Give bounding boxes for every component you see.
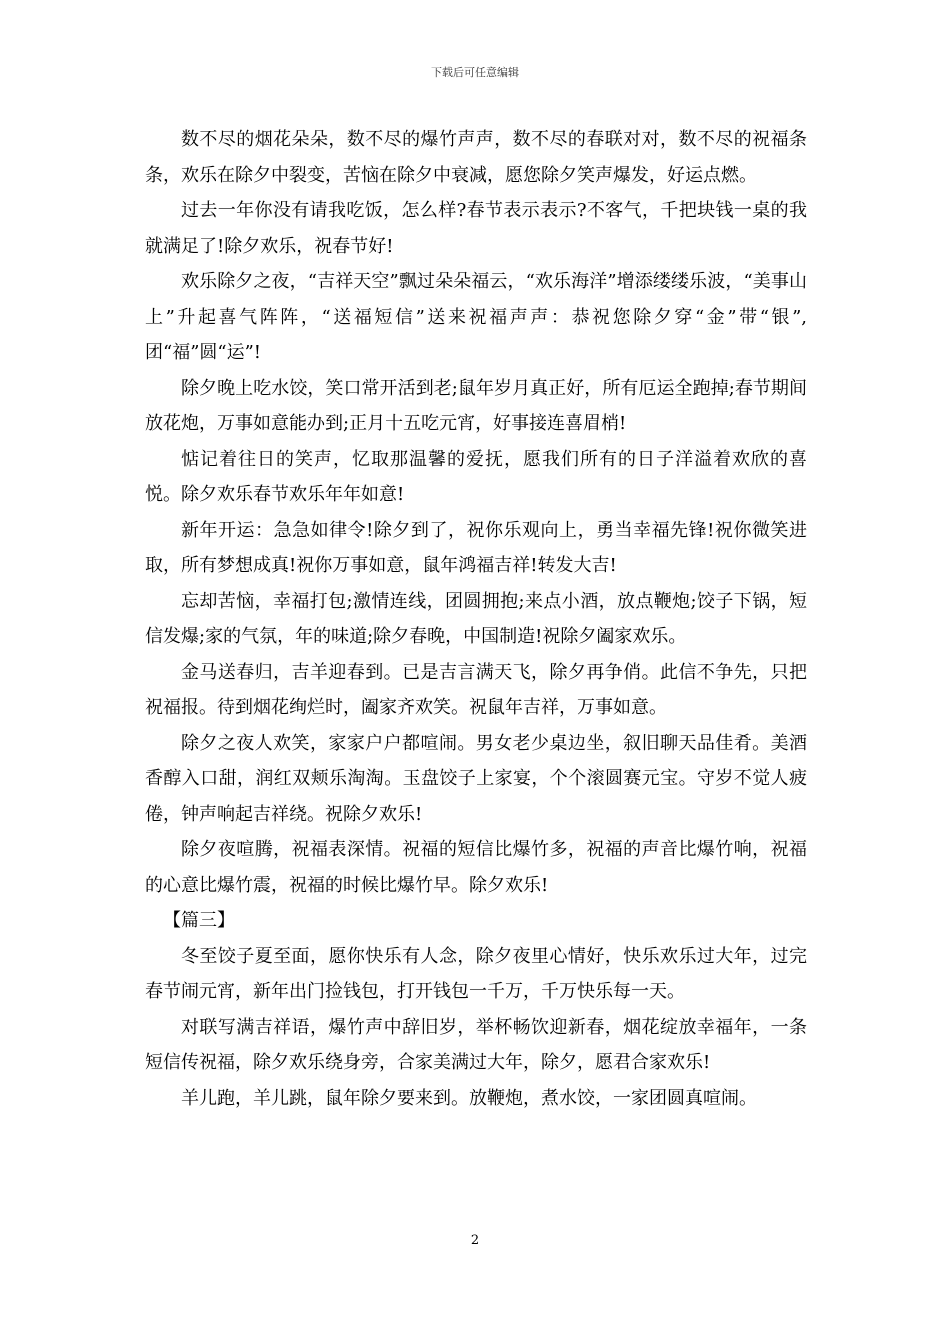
paragraph: 新年开运：急急如律令!除夕到了，祝你乐观向上，勇当幸福先锋!祝你微笑进取，所有梦想成真!祝你万事如意，鼠年鸿福吉祥!转发大吉!: [145, 519, 807, 576]
paragraph: 忘却苦恼，幸福打包;激情连线，团圆拥抱;来点小酒，放点鞭炮;饺子下锅，短信发爆;家的气氛，年的味道;除夕春晚，中国制造!祝除夕阖家欢乐。: [145, 590, 807, 647]
paragraph: 除夕之夜人欢笑，家家户户都喧闹。男女老少桌边坐，叙旧聊天品佳肴。美酒香醇入口甜，润红双颊乐淘淘。玉盘饺子上家宴，个个滚圆赛元宝。守岁不觉人疲倦，钟声响起吉祥绕。祝除夕欢乐!: [145, 732, 807, 825]
document-body: [145, 122, 807, 1116]
paragraph: 金马送春归，吉羊迎春到。已是吉言满天飞，除夕再争俏。此信不争先，只把祝福报。待到烟花绚烂时，阖家齐欢笑。祝鼠年吉祥，万事如意。: [145, 661, 807, 718]
paragraph: 冬至饺子夏至面，愿你快乐有人念，除夕夜里心情好，快乐欢乐过大年，过完春节闹元宵，新年出门捡钱包，打开钱包一千万，千万快乐每一天。: [145, 945, 807, 1002]
paragraph: 除夕晚上吃水饺，笑口常开活到老;鼠年岁月真正好，所有厄运全跑掉;春节期间放花炮，万事如意能办到;正月十五吃元宵，好事接连喜眉梢!: [145, 377, 807, 434]
paragraph: 过去一年你没有请我吃饭，怎么样?春节表示表示?不客气，千把块钱一桌的我就满足了!除夕欢乐，祝春节好!: [145, 200, 807, 257]
paragraph: 除夕夜喧腾，祝福表深情。祝福的短信比爆竹多，祝福的声音比爆竹响，祝福的心意比爆竹震，祝福的时候比爆竹早。除夕欢乐!: [145, 839, 807, 896]
paragraph: 羊儿跑，羊儿跳，鼠年除夕要来到。放鞭炮，煮水饺，一家团圆真喧闹。: [181, 1087, 757, 1109]
section-heading: 【篇三】: [163, 910, 235, 931]
page-header: 下载后可任意编辑: [431, 66, 519, 79]
paragraph: 惦记着往日的笑声，忆取那温馨的爱抚，愿我们所有的日子洋溢着欢欣的喜悦。除夕欢乐春节欢乐年年如意!: [145, 448, 807, 505]
paragraph: 欢乐除夕之夜，“吉祥天空”飘过朵朵福云，“欢乐海洋”增添缕缕乐波，“美事山上”升起喜气阵阵，“送福短信”送来祝福声声：恭祝您除夕穿“金”带“银”,团“福”圆“运”!: [145, 271, 807, 363]
paragraph: 数不尽的烟花朵朵，数不尽的爆竹声声，数不尽的春联对对，数不尽的祝福条条，欢乐在除夕中裂变，苦恼在除夕中衰减，愿您除夕笑声爆发，好运点燃。: [145, 129, 807, 186]
page-number: 2: [470, 1233, 480, 1248]
paragraph: 对联写满吉祥语，爆竹声中辞旧岁，举杯畅饮迎新春，烟花绽放幸福年，一条短信传祝福，除夕欢乐绕身旁，合家美满过大年，除夕，愿君合家欢乐!: [145, 1016, 807, 1073]
